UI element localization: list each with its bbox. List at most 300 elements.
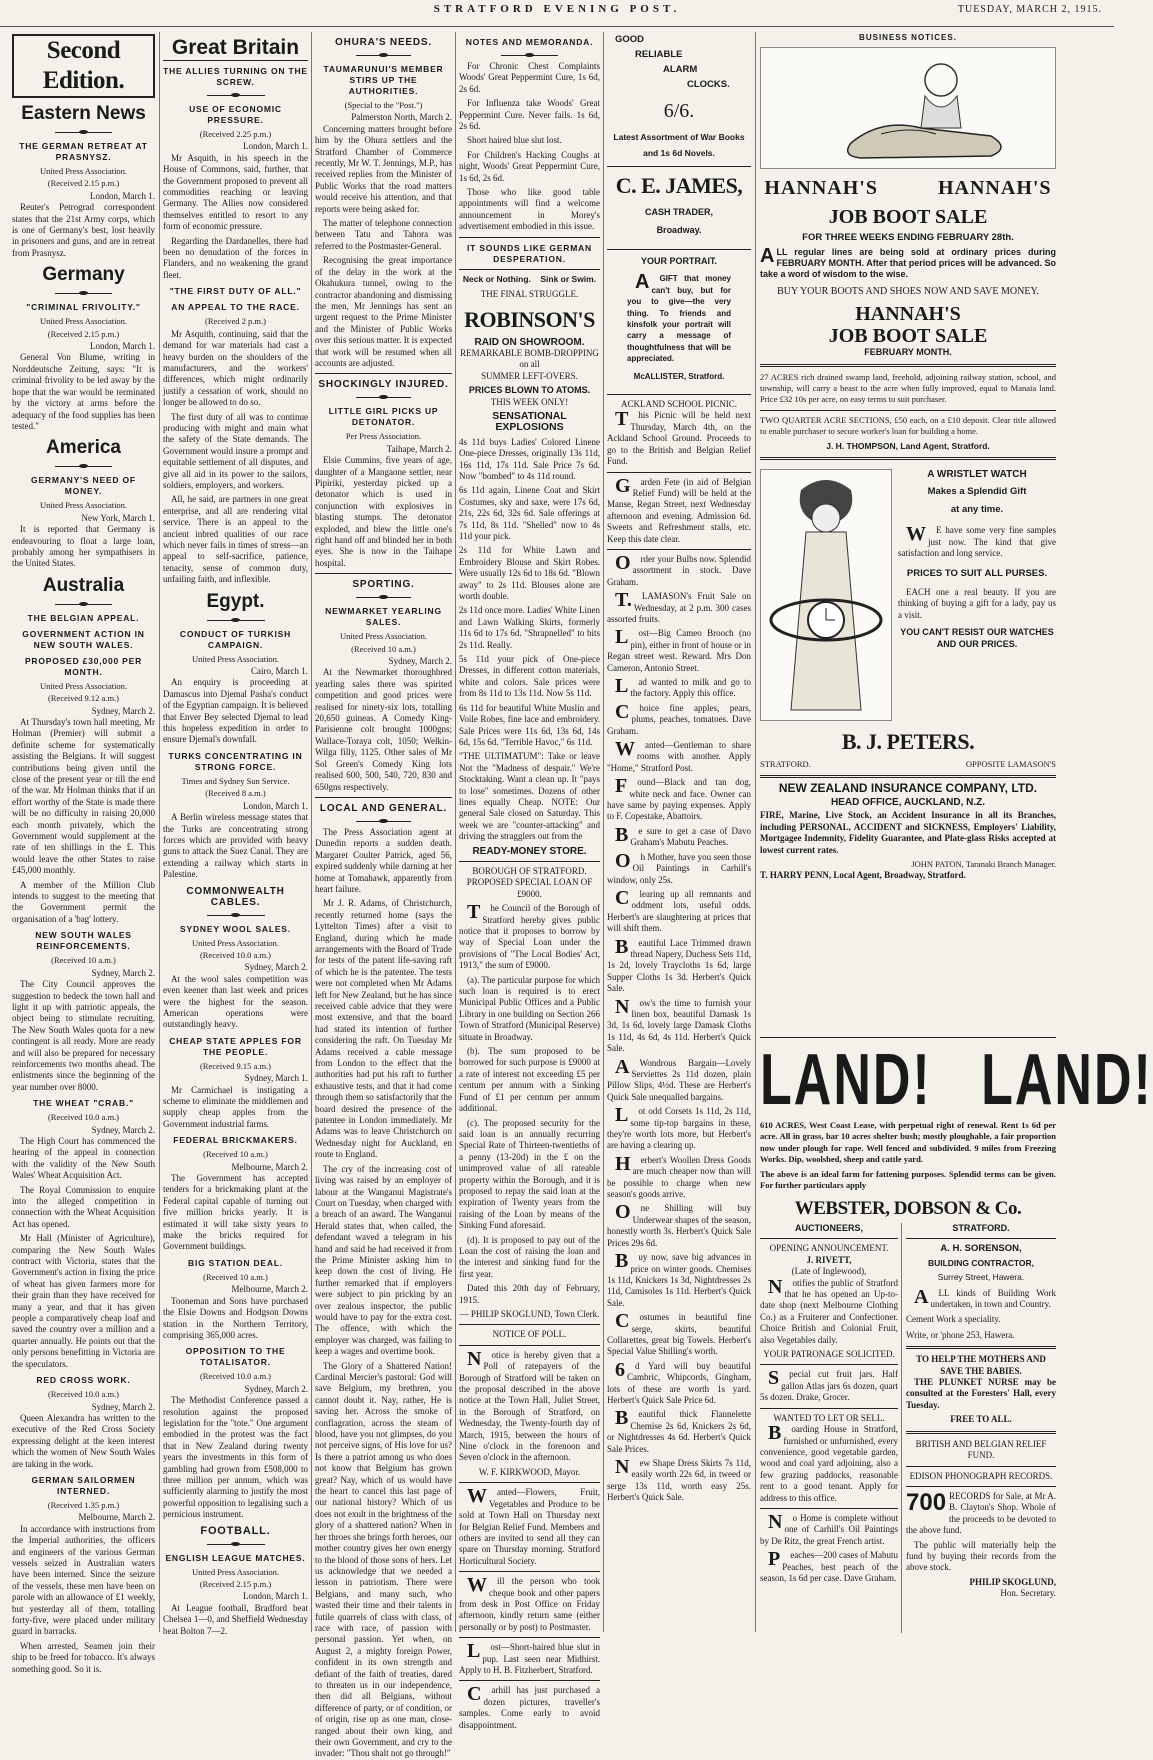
story-body: It is reported that Germany is endeavouring to float a large loan, probably among her sympathisers in the United States.	[12, 524, 155, 569]
classified-ad: Clearing up all remnants and oddment lots, useful odds. Herbert's are slaughtering at prices that will shift them.	[607, 886, 751, 934]
relief-body: RECORDS for Sale, at Mr A. B. Clayton's Shop. Whole of the proceeds to be devoted to the above fund.	[906, 1490, 1056, 1536]
watch-resist: YOU CAN'T RESIST OUR WATCHES AND OUR PRICES.	[900, 627, 1054, 649]
classified-ad: Wanted—Gentleman to share rooms with another. Apply "Home," Stratford Post.	[607, 738, 751, 773]
note-item: For Chronic Chest Complaints Woods' Great Peppermint Cure, 1s 6d, 2s 6d.	[459, 61, 600, 94]
insurance-name: NEW ZEALAND INSURANCE COMPANY, LTD.	[778, 781, 1038, 796]
relief-sign: PHILIP SKOGLUND,	[969, 1576, 1056, 1587]
divider	[12, 600, 155, 608]
hannah-sale-2: JOB BOOT SALE	[828, 325, 988, 348]
column-rule	[159, 32, 160, 1632]
divider	[315, 373, 452, 374]
story-body: The City Council approves the suggestion to bedeck the town hall and light it up with patriotic appeals, the object being to stimulate recruiting. The New South Wales quota for a new contingent is all ready. More are ready and will also be prepared for necessary reinforcements two months ahead. The enlistments since the beginning of the year number over 8000.	[12, 979, 155, 1092]
received-time: (Received 2.15 p.m.)	[199, 1579, 272, 1589]
ad-tagline: Neck or Nothing. Sink or Swim.	[462, 273, 597, 284]
divider	[163, 91, 308, 99]
contractor-phone: Write, or 'phone 253, Hawera.	[906, 1329, 1015, 1340]
section-heading-australia: Australia	[42, 574, 125, 596]
story-body: The Glory of a Shattered Nation! Cardinal Mercier's pastoral: God will save Belgium, my brethren, you cannot doubt it. Nay, rather, He is saving her. Across the smoke of conflagration, across the steam of blood, have you not glimpses, do you not perceive signs, of His love for us? Is there a patriot among us who does not know that Belgium has grown great? Nay, which of us would have the heart to cancel this last page of our national history? Which of us does not exult in the brightness of the glory of a shattered nation? When in her throes she brings forth heroes, our mother country gives her own energy to the blood of those sons of hers. Let us acknowledge that we needed a lesson in patriotism. There were Belgians, and many such, who wasted their time and their talents in futile quarrels of class with class, of race with race, of passion with personal passion. Yet when, on August 2, a mighty foreign Power, confident in its own strength and defiant of the faith of treaties, dared to threaten us in our independence, then did all Belgians, without difference of party, or of condition, or of origin, rise up as one man, close-ranged about their own king, and their own Government, and cry to the invader: "Thou shalt not go through!"	[315, 1360, 452, 1759]
dateline: Melbourne, March 2.	[78, 1512, 155, 1523]
notice-signature: W. F. KIRKWOOD, Mayor.	[478, 1466, 581, 1477]
peters-ad	[760, 465, 1056, 725]
note-item: Those who like good table appointments will find a welcome announcement in Morey's advertisement embodied in this issue.	[459, 187, 600, 232]
received-time: (Received 10.0 a.m.)	[47, 1112, 120, 1123]
column-6-lower	[760, 1223, 898, 1633]
story-title: ENGLISH LEAGUE MATCHES.	[165, 1552, 306, 1563]
classified-ad: Now's the time to furnish your linen box, beautiful Damask 1s 3d, 1s 6d, lovely large Damask Cloths 1s 11d, 4s 6d, 4s 11d. Herbert's Quick Sale.	[607, 995, 751, 1054]
divider	[760, 1408, 898, 1409]
classified-ad: Buy now, save big advances in price on winter goods. Chemises 1s 11d, Knickers 1s 3d, Nightdresses 2s 11d, Camisoles 1s 11d. Herbert's Quick Sale.	[607, 1250, 751, 1308]
classified-ad: Herbert's Woollen Dress Goods are much cheaper now than will be possible to charge when new season's goods arrive.	[607, 1152, 751, 1200]
portrait-sign: McALLISTER, Stratford.	[633, 371, 725, 381]
story-body: Regarding the Dardanelles, there had been no denudation of the forces in Flanders, and no weakening the grand fleet.	[163, 235, 308, 280]
trader-line: Broadway.	[656, 225, 702, 235]
story-body: An enquiry is proceeding at Damascus into Djemal Pasha's conduct of the Egyptian campaign. It is believed that Enver Bey selected Djemal to lead this hopeless expedition in order to ensure Djemal's downfall.	[163, 677, 308, 745]
boot-and-child-icon	[761, 48, 1055, 168]
story-title: "THE FIRST DUTY OF ALL."	[169, 286, 302, 297]
store-name: ROBINSON'S	[464, 306, 595, 332]
hannah-name-2: HANNAH'S	[855, 303, 961, 326]
column-rule	[901, 1223, 902, 1633]
notice-body: This Picnic will be held next Thursday, March 4th, on the Ackland School Ground. Proceeds to go to the British and Belgian Relief Fund.	[607, 408, 751, 467]
notice-title: NOTICE OF POLL.	[492, 1329, 567, 1340]
newspaper-title: STRATFORD EVENING POST.	[433, 3, 681, 15]
story-body: The Royal Commission to enquire into the alleged competition in connection with the Wheat Acquisition Act has opened.	[12, 1184, 155, 1229]
plunket-free: FREE TO ALL.	[950, 1414, 1012, 1425]
classified-ad: Lost—Short-haired blue slut in pup. Last seen near Midhirst. Apply to H. B. Fitzherbert, Stratford.	[459, 1640, 600, 1675]
dateline: Sydney, March 2.	[91, 967, 155, 978]
trader-line: CASH TRADER,	[644, 207, 713, 217]
column-7	[906, 1223, 1056, 1633]
story-title: SHOCKINGLY INJURED.	[318, 379, 449, 391]
received-time: (Received 9.15 a.m.)	[199, 1060, 272, 1071]
rivett-patronage: YOUR PATRONAGE SOLICITED.	[763, 1349, 895, 1360]
clock-ad-line: ALARM	[663, 64, 698, 75]
received-time: (Received 2 p.m.)	[205, 316, 266, 327]
ad-tagline: THE FINAL STRUGGLE.	[480, 289, 579, 300]
received-time: (Received 10 a.m.)	[203, 1271, 268, 1282]
watch-headline: A WRISTLET WATCH	[927, 469, 1027, 481]
classified-ad: Found—Black and tan dog, white neck and face. Owner can have same by paying expenses. Apply to F. Copestake, Abattoirs.	[607, 775, 751, 822]
sale-item: 5s 11d your pick of One-piece Dresses, in different cotton materials, white and colors. Sale prices were from 8s 11d to 13s 11d. Now 5s 11d.	[459, 654, 600, 699]
records-count: 700	[906, 1488, 947, 1516]
story-body: Mr Hall (Minister of Agriculture), comparing the New South Wales contract with Victoria, states that the Government's action in fixing the price of wheat has given farmers more for their grain than they have received for many a year, and that it has given people a comparatively cheap loaf and saved the country over a million and a quarter annually. He points out that the only persons benefitting in Victoria are the speculators.	[12, 1233, 155, 1369]
contractor-name: A. H. SORENSON,	[940, 1243, 1022, 1255]
land-body: The above is an ideal farm for fattening purposes. Splendid terms can be given. For further particulars apply	[760, 1168, 1056, 1191]
story-title: THE WHEAT "CRAB."	[33, 1098, 134, 1109]
story-title: NOTES AND MEMORANDA.	[465, 37, 594, 47]
rivett-body: Notifies the public of Stratford that he has opened an Up-to-date shop (next Melbourne Clothing Co.) as a Fruiterer and Confectioner. Choice British and Colonial Fruit, also Vegetables daily.	[760, 1275, 898, 1345]
dateline: Sydney, March 2.	[244, 962, 308, 973]
story-body: A member of the Million Club intends to suggest to the meeting that the Government permit the organisation of a 'bag' lottery.	[12, 879, 155, 924]
wire-service: Times and Sydney Sun Service.	[181, 775, 290, 786]
sale-item: 2s 11d once more. Ladies' White Linen and Lawn Walking Skirts, formerly 11s 6d to 17s 6d. "Shrapnelled" to bits 2s 11d. Really.	[459, 605, 600, 650]
divider	[607, 472, 751, 473]
story-body: At the wool sales competition was even keener than last week and prices were the highest for the season. American operations were outstandingly heavy.	[163, 973, 308, 1030]
rivett-late: (Late of Inglewood),	[791, 1266, 867, 1277]
wire-service: Per Press Association.	[345, 431, 422, 442]
story-title: "CRIMINAL FRIVOLITY."	[26, 302, 141, 313]
divider	[760, 775, 1056, 778]
relief-title: BRITISH AND BELGIAN RELIEF FUND.	[915, 1438, 1047, 1461]
notice-title: WANTED TO LET OR SELL.	[773, 1412, 885, 1423]
story-body: At League football, Bradford beat Chelsea 1—0, and Sheffield Wednesday beat Bolton 7—2.	[163, 1602, 308, 1636]
ad-line: PRICES BLOWN TO ATOMS.	[468, 385, 591, 396]
story-body: The Methodist Conference passed a resolution against the proposed legislation for the "tote." One argument embodied in the protest was the fact that in New Zealand during twenty years the investments in this form of gambling had grown from £508,000 to three million per annum, which was sufficiently alarming to justify the most powerful opposition to legalising such a pernicious instrument.	[163, 1395, 308, 1520]
watch-illustration	[760, 469, 892, 721]
column-1	[12, 32, 155, 1674]
wire-service: United Press Association.	[39, 500, 128, 511]
divider	[760, 1238, 898, 1239]
hannah-body: ALL regular lines are being sold at ordinary prices during FEBRUARY MONTH. After that period prices will be advanced. So take a word of wisdom to the wise.	[760, 244, 1056, 279]
clock-ad-line: RELIABLE	[635, 49, 683, 60]
divider	[760, 1364, 898, 1365]
dateline: Sydney, March 2.	[91, 1124, 155, 1135]
story-body: Mr J. R. Adams, of Christchurch, recently returned home (says the Lyttelton Times) after a visit to England, during which he made arrangements with the Board of Trade for tests of the patent life-saving raft of which he is the patentee. The tests were not completed when Mr Adams left for New Zealand, but he has since received cable advice that they were most extensive, and that the board had stated its intention of further considering the raft. On Tuesday Mr Adams received a cable message from London to the effect that the authorities had put his raft to further exhaustive tests, and that it had come through them so satisfactorily that the board desired the presence of the patentee in London immediately. Mr Adams was to leave Christchurch on Wednesday night for Auckland, en route to England.	[315, 898, 452, 1160]
story-title: OPPOSITION TO THE TOTALISATOR.	[185, 1346, 286, 1368]
classified-ad: No Home is complete without one of Carhill's Oil Paintings by De Ritz, the great French artist.	[760, 1510, 898, 1546]
divider	[607, 166, 751, 167]
boot-illustration	[760, 47, 1056, 169]
story-subtitle: GOVERNMENT ACTION IN NEW SOUTH WALES.	[22, 628, 145, 650]
story-subtitle: PROPOSED £30,000 PER MONTH.	[24, 655, 143, 677]
classified-ad: Beautiful thick Flannelette Chemise 2s 6d, Knickers 2s 6d, or Nightdresses 4s 6d. Herbert's Quick Sale Prices.	[607, 1407, 751, 1454]
section-heading-local: LOCAL AND GENERAL.	[319, 802, 448, 814]
divider	[760, 1508, 898, 1509]
plunket-title: TO HELP THE MOTHERS AND SAVE THE BABIES.	[916, 1354, 1046, 1376]
divider	[163, 616, 308, 624]
clock-price: 6/6.	[663, 100, 695, 122]
story-title: NEWMARKET YEARLING SALES.	[325, 606, 442, 628]
land-listing: 27 ACRES rich drained swamp land, freehold, adjoining railway station, school, and township, will carry a beast to the acre when fully improved, equal to Manaia land. Price £32 10s per acre, on easy terms to suit purchaser.	[760, 371, 1056, 405]
section-heading-britain: Great Britain	[163, 36, 308, 61]
notice-clause: (a). The particular purpose for which such loan is required is to erect Municipal Public Offices and a Public Library in one building on Section 266 Town of Stratford (Municipal Reserve) situate in Broadway.	[459, 974, 600, 1042]
story-body: The matter of telephone connection between Tatu and Tahora was referred to the Postmaster-General.	[315, 218, 452, 251]
land-ad	[760, 1033, 1153, 1223]
sale-item: 4s 11d buys Ladies' Colored Linene One-piece Dresses, originally 13s 11d, 16s 11d, 17s 11d. Sale Price 7s 6d. Now "bombed" to 4s 11d round.	[459, 436, 600, 481]
trader-name: C. E. JAMES,	[615, 173, 743, 198]
column-2	[163, 32, 308, 1636]
classified-ad: Will the person who took cheque book and other papers from desk in Post Office on Friday afternoon, kindly return same (either personally or by post) to Postmaster.	[459, 1574, 600, 1632]
classified-ad: Beautiful Lace Trimmed drawn thread Napery, Duchess Sets 11d, 1s 2d, lovely Traycloths 1s 6d, large Supper Cloths 1s 3d. Herbert's Quick Sale.	[607, 935, 751, 994]
classified-ad: Costumes in beautiful fine serge, skirts, beautiful Collarettes, great big Towels. Herbert's Special Value Shilling's worth.	[607, 1310, 751, 1357]
column-rule	[311, 32, 312, 1632]
auction-firm: WEBSTER, DOBSON & Co.	[794, 1198, 1022, 1220]
wire-service: United Press Association.	[39, 680, 128, 691]
watch-body: EACH one a real beauty. If you are thinking of buying a gift for a lady, pay us a visit.	[898, 586, 1056, 620]
divider	[607, 549, 751, 550]
dateline: Palmerston North, March 2.	[351, 112, 452, 123]
ad-headline: IT SOUNDS LIKE GERMAN DESPERATION.	[467, 242, 592, 264]
hannah-sale: JOB BOOT SALE	[828, 206, 988, 229]
notice-title: OPENING ANNOUNCEMENT.	[769, 1243, 889, 1254]
insurance-office: HEAD OFFICE, AUCKLAND, N.Z.	[830, 796, 986, 808]
received-time: (Received 10 a.m.)	[51, 955, 116, 966]
business-notices-label: BUSINESS NOTICES.	[859, 33, 957, 42]
column-3	[315, 32, 452, 1759]
classified-ad: One Shilling will buy Underwear shapes of the season, honestly worth 3s. Herbert's Quick Sale Prices 29s 6d.	[607, 1201, 751, 1248]
story-title: OHURA'S NEEDS.	[335, 37, 432, 48]
story-title: NEW SOUTH WALES REINFORCEMENTS.	[35, 930, 132, 952]
land-agent: J. H. THOMPSON, Land Agent, Stratford.	[826, 440, 990, 451]
contractor-cement: Cement Work a speciality.	[906, 1314, 1001, 1325]
books-line: Latest Assortment of War Books	[613, 132, 745, 142]
dateline: London, March 1.	[90, 341, 155, 352]
rivett-name: J. RIVETT,	[806, 1254, 852, 1265]
classified-ad: AWondrous Bargain—Lovely Serviettes 2s 11d dozen, plain Pillow Slips, 4½d. These are Herbert's Quick Sale unequalled bargains.	[607, 1055, 751, 1102]
notice-subtitle: PROPOSED SPECIAL LOAN OF £9000.	[466, 877, 593, 899]
divider	[607, 394, 751, 395]
received-time: (Received 10 a.m.)	[203, 1149, 268, 1160]
divider	[459, 861, 600, 862]
story-title: CONDUCT OF TURKISH CAMPAIGN.	[179, 628, 292, 650]
received-time: (Received 2.15 p.m.)	[47, 178, 120, 189]
received-time: (Received 8 a.m.)	[205, 788, 266, 799]
received-time: (Received 2.25 p.m.)	[199, 129, 272, 139]
divider	[459, 1637, 600, 1638]
hannah-period: FOR THREE WEEKS ENDING FEBRUARY 28th.	[802, 232, 1014, 244]
hannah-buy: BUY YOUR BOOTS AND SHOES NOW AND SAVE MONEY.	[777, 285, 1039, 297]
section-heading-germany: Germany	[42, 264, 125, 286]
classified-ad: New Shape Dress Skirts 7s 11d, easily worth 22s 6d, in tweed or serge 13s 11d, worth easy 25s. Herbert's Quick Sale.	[607, 1456, 751, 1503]
story-body: In accordance with instructions from the Imperial authorities, the officers and engineers of the various German vessels seized in Australian waters have been interned. Since the seizure of the vessels, these men have been on parole with an allowance of £1 weekly, but yesterday all of them, totalling forty-five, were placed under military guard in barracks.	[12, 1523, 155, 1637]
story-subtitle: USE OF ECONOMIC PRESSURE.	[189, 104, 282, 125]
notice-clause: (d). It is proposed to pay out of the Loan the cost of raising the loan and the interest and sinking fund for the first year.	[459, 1234, 600, 1279]
dateline: Melbourne, March 2.	[231, 1161, 308, 1172]
wire-service: United Press Association.	[339, 631, 428, 642]
divider	[315, 573, 452, 574]
masthead	[0, 0, 1114, 27]
divider	[12, 128, 155, 136]
dateline: London, March 1.	[243, 800, 308, 811]
story-body: The High Court has commenced the hearing of the appeal in connection with the validity of the New South Wales' Wheat Acquisition Act.	[12, 1135, 155, 1181]
story-subtitle: LITTLE GIRL PICKS UP DETONATOR.	[328, 406, 439, 428]
column-4	[459, 32, 600, 1730]
classified-ad: Peaches—200 cases of Mabutu Peaches, best peach of the season, 1s 6d per case. Dave Graham.	[760, 1548, 898, 1583]
divider	[760, 457, 1056, 460]
story-title: COMMONWEALTH CABLES.	[186, 885, 285, 908]
divider	[459, 237, 600, 238]
divider	[459, 1482, 600, 1483]
dateline: London, March 1.	[90, 190, 155, 201]
column-rule	[603, 32, 604, 1632]
received-time: (Received 10.0 a.m.)	[47, 1389, 120, 1400]
wristwatch-icon	[761, 470, 891, 720]
watch-body: WE have some very fine samples just now. The kind that give satisfaction and long service.	[898, 523, 1056, 559]
contractor-trade: BUILDING CONTRACTOR,	[927, 1257, 1035, 1268]
classified-ad: Order your Bulbs now. Splendid assortment in stock. Dave Graham.	[607, 551, 751, 587]
ad-line: SUMMER LEFT-OVERS.	[481, 370, 578, 381]
notice-body: Notice is hereby given that a Poll of ratepayers of the Borough of Stratford will be taken on the proposal described in the above notice at the Town Hall, Juliet Street, in the Borough of Stratford, on Wednesday, the Twenty-fourth day of March, 1915, between the hours of Nine o'clock in the forenoon and Seven o'clock in the afternoon.	[459, 1347, 600, 1463]
store-tagline: READY-MONEY STORE.	[472, 845, 587, 857]
classified-ad: Lost—Big Cameo Brooch (no pin), either in front of house or in Regan street west. Reward. Mrs Don Cameron, Antonio Street.	[607, 626, 751, 673]
divider	[459, 269, 600, 270]
auction-label: AUCTIONEERS,	[794, 1223, 863, 1233]
divider	[760, 364, 1056, 367]
divider	[315, 51, 452, 59]
section-heading-eastern: Eastern News	[21, 103, 146, 124]
notice-date: Dated this 20th day of February, 1915.	[459, 1283, 600, 1305]
story-body: The first duty of all was to continue producing with might and main what the safety of the State demands. The Government would insure a prompt and equitable settlement of all disputes, and give all aid in its power to the sailors, soldiers, employers, and workers.	[163, 411, 308, 490]
story-body: The Press Association agent at Dunedin reports a sudden death. Margaret Coulter Patrick, aged 56, expired suddenly while darning at her home at Tomahawk, apparently from heart failure.	[315, 826, 452, 894]
story-title: GERMANY'S NEED OF MONEY.	[31, 475, 136, 497]
story-body: At the Newmarket thoroughbred yearling sales there was spirited competition and good prices were realised for ninety-six lots, totalling 20,650 guineas. A Comedy King-Parisienne colt brought 1000gns; Wallace-Toraya colt, 1050; Welkin-Wilga filly, 1125. Other sales of Mr Sol Green's Comedy King lots realised 600, 500, 540, 720, 830 and 650gns respectively.	[315, 667, 452, 792]
divider	[459, 1345, 600, 1346]
dateline: Melbourne, March 2.	[231, 1284, 308, 1295]
notice-clause: (c). The proposed security for the said loan is an annually recurring Special Rate of Thirteen-twentieths of a penny (13-20d) in the £ on the unimproved value of all rateable property within the Borough, and it is proposed to repay the said loan at the expiration of Twenty years from the raising of the Loan by means of the Sinking Fund aforesaid.	[459, 1117, 600, 1231]
dateline: New York, March 1.	[81, 512, 155, 523]
watch-line: Makes a Splendid Gift	[927, 486, 1027, 498]
classified-ad: T.LAMASON's Fruit Sale on Wednesday, at 2 p.m. 300 cases assorted fruits.	[607, 589, 751, 624]
land-body: 610 ACRES, West Coast Lease, with perpetual right of renewal. Rent 1s 6d per acre. All in grass, bar 10 acres shelter bush; mostly ploughable, a fair proportion now under plough for rape. Well fenced and subdivided. 9 miles from Freezing Works. Dip, woolshed, sheep and cattle yard.	[760, 1120, 1056, 1165]
story-body: Reuter's Petrograd correspondent states that the 21st Army corps, which is one of Germany's best, lost heavily in prisoners and guns, and are in retreat from Prasnysz.	[12, 202, 155, 258]
watch-prices: PRICES TO SUIT ALL PURSES.	[906, 567, 1048, 579]
insurance-body: FIRE, Marine, Live Stock, an Accident Insurance in all its Branches, including PERSONAL, ACCIDENT and SICKNESS, Employers' Liability, Mortgagee Indemnity, Fidelity Guarantee, and Plate-glass Risks accepted at lowest current rates.	[760, 810, 1056, 855]
story-body: Tooneman and Sons have purchased the Elsie Downs and Hodgson Downs station in the Northern Territory, comprising 365,000 acres.	[163, 1295, 308, 1340]
classified-ad: Lad wanted to milk and go to the factory. Apply this office.	[615, 675, 751, 699]
column-5	[607, 32, 751, 1632]
divider	[315, 797, 452, 798]
story-body: Mr Asquith, continuing, said that the demand for war materials had cast a heavy burden on the shoulders of the manufacturers, and the workers' differences, which might ordinarily justify a cessation of work, should no longer be allowed to do so.	[163, 328, 308, 408]
sale-item: 6s 11d again, Linene Coat and Skirt Costumes, sky and saxe, were 17s 6d, 21s, 22s 6d, 32s 6d. Sale offerings at 7s 11d, 8s 11d. "Shelled" now to 4s 11d your pick.	[459, 485, 600, 541]
divider	[906, 1466, 1056, 1467]
ad-line: THIS WEEK ONLY!	[490, 396, 569, 407]
ad-line: REMARKABLE BOMB-DROPPING on all	[460, 347, 599, 370]
story-body: The Government has accepted tenders for a brickmaking plant at the Federal capital capable of turning out five million bricks yearly. It is estimated it will take sixty years to make the bricks required for Government buildings.	[163, 1173, 308, 1252]
divider	[607, 249, 751, 250]
peters-place: STRATFORD.	[760, 759, 811, 770]
classified-ad: 6d Yard will buy beautiful Cambric, Whipcords, Gingham, lots of these are worth 1s yard. Herbert's Quick Sale Price 6d.	[607, 1358, 751, 1405]
wire-service: United Press Association.	[191, 1566, 280, 1577]
divider	[315, 593, 452, 601]
dateline: Taihape, March 2.	[386, 443, 452, 454]
peters-name: B. J. PETERS.	[841, 729, 975, 755]
story-title: TURKS CONCENTRATING IN STRONG FORCE.	[168, 750, 303, 772]
watch-line: at any time.	[950, 503, 1004, 515]
wire-service: United Press Association.	[191, 937, 280, 948]
divider	[906, 1486, 1056, 1487]
divider	[459, 51, 600, 59]
story-body: Mr Carmichael is instigating a scheme to eliminate the middlemen and supply cheap apples from the Government industrial farms.	[163, 1084, 308, 1129]
divider	[459, 1680, 600, 1681]
divider	[12, 462, 155, 470]
clock-ad-line: GOOD	[615, 34, 645, 45]
section-heading-america: America	[46, 437, 121, 459]
story-body: General Von Blume, writing in Norddeutsche Zeitung, says: "It is criminal frivolity to be led away by the hope that the war would be terminated by the victory at arms before the adequacy of the food supplies has been tested."	[12, 352, 155, 431]
section-heading-football: FOOTBALL.	[200, 1524, 271, 1537]
relief-role: Hon. Secretary.	[1000, 1588, 1056, 1599]
received-time: (Received 10.0 a.m.)	[199, 949, 272, 960]
divider	[315, 817, 452, 825]
issue-date: TUESDAY, MARCH 2, 1915.	[957, 4, 1102, 15]
sale-item: 6s 11d for beautiful White Muslin and Voile Robes, fine lace and embroidery. Sale Prices were 11s 6d, 13s 6d, 14s 6d, 15s 6d. "Terrible Havoc," 6s 11d.	[459, 702, 600, 747]
dateline: London, March 1.	[243, 141, 308, 152]
classified-ad: Boarding House in Stratford, furnished or unfurnished, every convenience, good vegetable garden, wood and coal yard adjoining, also a few grazing paddocks, reasonable rent to a good tenant. Apply for address to this office.	[760, 1422, 898, 1503]
story-title: FEDERAL BRICKMAKERS.	[173, 1135, 298, 1146]
story-subtitle: SYDNEY WOOL SALES.	[180, 923, 291, 934]
notice-clause: (b). The sum proposed to be borrowed for such purpose is £9000 at a rate of interest not exceeding £5 per centum per annum with a Sinking Fund of £1 per centum per annum additional.	[459, 1046, 600, 1114]
received-time: (Received 10.0 a.m.)	[199, 1371, 272, 1382]
section-heading-egypt: Egypt.	[206, 590, 265, 612]
classified-ad: Wanted—Flowers, Fruit, Vegetables and Produce to be sold at Town Hall on Thursday next for Belgian Relief Fund. Members and others are invited to send all they can spare on Thursday morning. Stratford Horticultural Society.	[459, 1485, 600, 1566]
peters-footer	[760, 759, 1056, 770]
hannah-month: FEBRUARY MONTH.	[864, 347, 952, 358]
story-body: All, he said, are partners in one great enterprise, and all are rendering vital service. There is an appeal to the ancient inbred qualities of our race which never fails in times of stress—an appeal to self-sacrifice, patience, tenacity, sense of common duty, unfailing faith, and inflexible.	[163, 494, 308, 585]
note-item: For Influenza take Woods' Great Peppermint Cure. Never fails. 1s 6d, 2s 6d.	[459, 98, 600, 132]
ad-headline: RAID ON SHOWROOM.	[474, 336, 585, 348]
special-note: (Special to the "Post.")	[344, 100, 423, 110]
story-title: THE BELGIAN APPEAL.	[27, 612, 140, 623]
divider	[760, 410, 1056, 411]
story-body: A Berlin wireless message states that the Turks are concentrating strong forces which are provided with heavy guns to attack the Suez Canal. They are extending a railway which starts in Palestine.	[163, 812, 308, 880]
portrait-body: AGIFT that money can't buy, but for you to give—the very thing. To friends and kinsfolk your portrait will carry a message of thoughtfulness that will be appreciated.	[627, 271, 731, 364]
note-item: Short haired blue slut lost.	[467, 135, 562, 146]
contractor-street: Surrey Street, Hawera.	[937, 1272, 1025, 1283]
story-title: GERMAN SAILORMEN INTERNED.	[31, 1474, 136, 1496]
dateline: Sydney, March 1.	[244, 1073, 308, 1084]
classified-ad: Oh Mother, have you seen those Oil Paintings in Carhill's window, only 25s.	[607, 849, 751, 885]
story-body: When arrested, Seamen join their ship to be freed for tobacco. It's always something good. So it is.	[12, 1640, 155, 1674]
divider	[459, 1324, 600, 1325]
story-body: Mr Asquith, in his speech in the House of Commons, said, further, that the Government proposed to prevent all commodities reaching or leaving Germany. The Allies now considered themselves entitled to resort to any form of economic pressure.	[163, 152, 308, 232]
relief-body: The public will materially help the fund by buying their records from the above stock.	[906, 1539, 1056, 1573]
peters-opp: OPPOSITE LAMASON'S	[965, 759, 1056, 770]
insurance-manager: JOHN PATON, Taranaki Branch Manager.	[911, 858, 1056, 869]
story-subtitle: TAUMARUNUI'S MEMBER STIRS UP THE AUTHORITIES.	[323, 64, 444, 96]
section-heading-sporting: SPORTING.	[352, 579, 415, 591]
sale-ultimatum: "THE ULTIMATUM": Take or leave Not the "Madness of despair." We're Stocktaking. Want a clean up. It "pays to lose" sometimes. Dozens of other lines equally Cheap. NOTE: Our general Sale closed on Saturday. This week we are "counter-attacking" and driving the stragglers out from the	[459, 751, 600, 842]
dateline: Sydney, March 2.	[91, 705, 155, 716]
received-time: (Received 10 a.m.)	[351, 643, 416, 654]
received-time: (Received 1.35 p.m.)	[47, 1499, 120, 1510]
relief-subtitle: EDISON PHONOGRAPH RECORDS.	[909, 1470, 1053, 1481]
divider	[12, 289, 155, 297]
insurance-agent: T. HARRY PENN, Local Agent, Broadway, Stratford.	[760, 870, 966, 881]
received-time: (Received 9.12 a.m.)	[47, 693, 120, 704]
divider	[906, 1431, 1056, 1434]
story-title: THE ALLIES TURNING ON THE SCREW.	[163, 66, 308, 87]
story-body: Queen Alexandra has written to the executive of the Red Cross Society expressing delight at the keen interest which the women of New South Wales are taking in the work.	[12, 1412, 155, 1469]
hannah-name: HANNAH'S HANNAH'S	[764, 177, 1052, 200]
notice-title: ACKLAND SCHOOL PICNIC.	[621, 399, 737, 410]
land-listing: TWO QUARTER ACRE SECTIONS, £50 each, on a £10 deposit. Clear title allowed to enable purchaser to secure worker's loan for building a home.	[760, 414, 1056, 437]
ad-headline: SENSATIONAL EXPLOSIONS	[492, 409, 567, 434]
wire-service: United Press Association.	[191, 653, 280, 664]
column-6-upper	[760, 32, 1056, 1032]
column-rule	[455, 32, 456, 1632]
clock-ad-line: CLOCKS.	[687, 79, 730, 90]
books-line: and 1s 6d Novels.	[643, 148, 715, 158]
story-subtitle: AN APPEAL TO THE RACE.	[171, 302, 300, 313]
land-headline: LAND! LAND!	[760, 1039, 1153, 1121]
story-title: BIG STATION DEAL.	[188, 1257, 283, 1268]
classified-ad: Special cut fruit jars. Half gallon Atlas jars 6s dozen, quart 5s dozen. Drake, Grocer.	[760, 1367, 898, 1403]
notice-signature: — PHILIP SKOGLUND, Town Clerk.	[459, 1309, 600, 1319]
divider	[163, 911, 308, 919]
story-title: RED CROSS WORK.	[36, 1375, 131, 1386]
classified-ad: Lot odd Corsets 1s 11d, 2s 11d, some tip-top bargains in these, they're worth lots more, but Herbert's are having a clearing up.	[607, 1104, 751, 1151]
story-title: THE GERMAN RETREAT AT PRASNYSZ.	[19, 141, 148, 162]
dateline: Sydney, March 2.	[388, 656, 452, 667]
dateline: London, March 1.	[243, 1591, 308, 1602]
classified-ad: Carhill has just purchased a dozen pictures, traveller's samples. Come early to avoid disappointment.	[459, 1683, 600, 1730]
wire-service: United Press Association.	[39, 316, 128, 327]
notice-title: BOROUGH OF STRATFORD.	[472, 865, 587, 876]
column-rule	[755, 32, 756, 1632]
dateline: Sydney, March 2.	[244, 1383, 308, 1394]
divider	[315, 393, 452, 401]
divider	[906, 1238, 1056, 1239]
edition-banner: Second Edition.	[12, 34, 155, 98]
